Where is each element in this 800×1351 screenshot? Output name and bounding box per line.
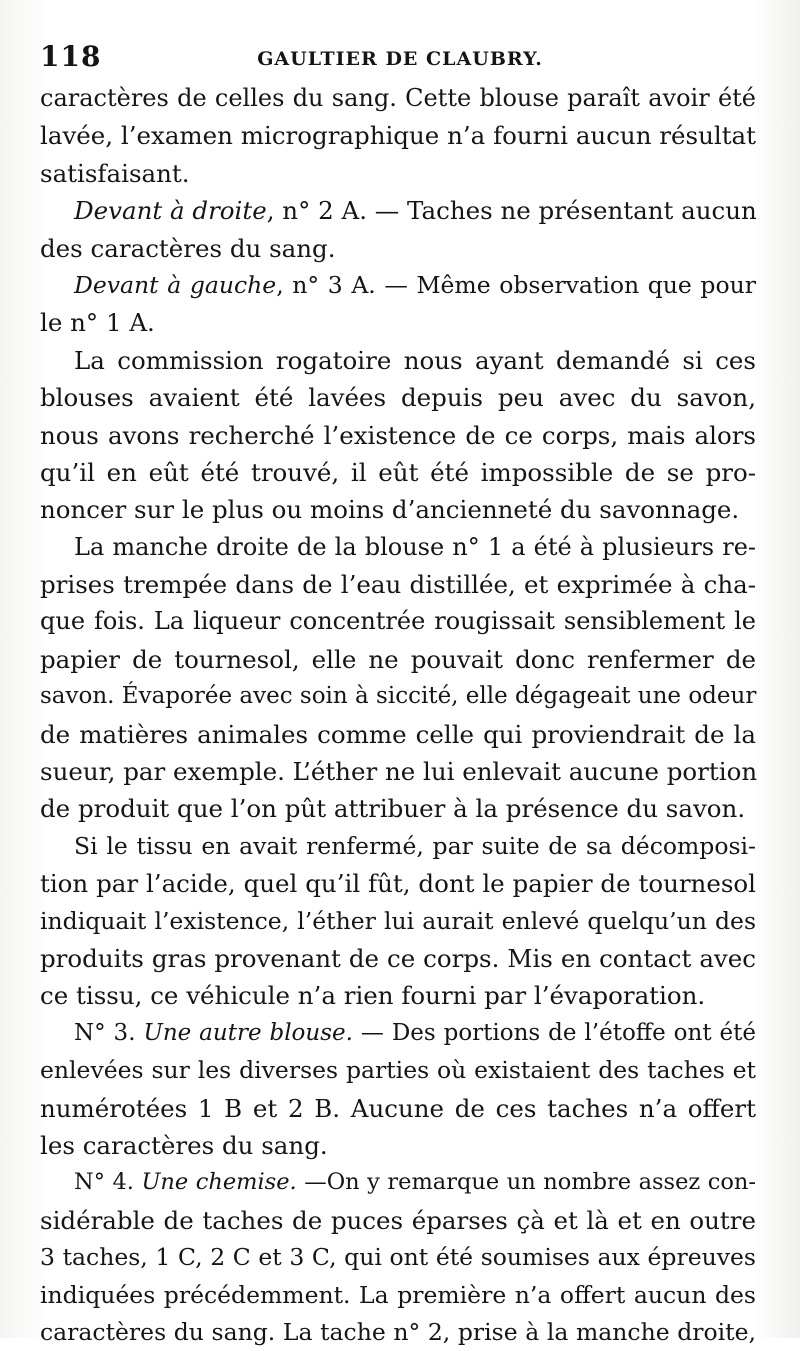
line-text: caractères du sang. La tache n° 2, prise à la manche droite,: [40, 1317, 756, 1346]
item-number: N° 4.: [74, 1169, 142, 1196]
line-text: , n° 3 A. — Même observation que pour: [276, 270, 756, 299]
line-text: que fois. La liqueur concentrée rougissait sensiblement le: [40, 607, 756, 636]
text-line: [40, 641, 756, 678]
line-text: enlevées sur les diverses parties où existaient des taches et: [40, 1056, 756, 1085]
text-line: [40, 117, 756, 154]
text-line: [40, 80, 756, 117]
running-head: GAULTIER DE CLAUBRY.: [257, 48, 543, 70]
line-text: 3 taches, 1 C, 2 C et 3 C, qui ont été soumises aux épreuves: [40, 1243, 756, 1272]
line-text: indiquées précédemment. La première n’a offert aucun des: [40, 1280, 756, 1309]
line-text: —On y remarque un nombre assez con-: [296, 1169, 757, 1196]
text-line: [40, 529, 756, 566]
line-text: le n° 1 A.: [40, 308, 155, 338]
line-text: sueur, par exemple. L’éther ne lui enlevait aucune portion: [40, 757, 758, 787]
line-text: sidérable de taches de puces éparses çà et là et en outre: [40, 1205, 756, 1235]
line-text: La commission rogatoire nous ayant demandé si ces: [74, 345, 756, 375]
text-line: [40, 1164, 756, 1201]
text-line: [40, 678, 756, 715]
text-line: [40, 828, 756, 865]
line-text: satisfaisant.: [40, 158, 190, 188]
text-line: [40, 304, 756, 341]
text-line: [40, 977, 756, 1014]
text-line: [40, 716, 756, 753]
line-text: des caractères du sang.: [40, 233, 336, 263]
line-text: , n° 2 A. — Taches ne présentant aucun: [266, 196, 757, 226]
line-text: Si le tissu en avait renfermé, par suite de sa décomposi-: [74, 831, 756, 860]
text-line: [40, 940, 756, 977]
text-line: [40, 379, 756, 416]
line-text: prises trempée dans de l’eau distillée, et exprimée à cha-: [40, 570, 756, 600]
text-line: [40, 753, 756, 790]
line-text: numérotées 1 B et 2 B. Aucune de ces taches n’a offert: [40, 1093, 756, 1123]
line-text: indiquait l’existence, l’éther lui aurait enlevé quelqu’un des: [40, 906, 756, 935]
text-line: [40, 491, 756, 528]
text-line: [40, 865, 756, 902]
line-text: qu’il en eût été trouvé, il eût été impossible de se pro-: [40, 457, 756, 487]
line-text: savon. Évaporée avec soin à siccité, elle dégageait une odeur: [40, 683, 757, 710]
line-text: de produit que l’on pût attribuer à la présence du savon.: [40, 794, 746, 824]
text-line: [40, 603, 756, 640]
line-text: noncer sur le plus ou moins d’ancienneté du savonnage.: [40, 495, 740, 525]
text-line: [40, 267, 756, 304]
text-line: [40, 1090, 756, 1127]
line-text: produits gras provenant de ce corps. Mis en contact avec: [40, 943, 756, 973]
page-header: [36, 40, 764, 74]
italic-heading: Devant à droite: [74, 196, 267, 226]
text-line: [40, 155, 756, 192]
line-text: ce tissu, ce véhicule n’a rien fourni par l’évaporation.: [40, 981, 706, 1011]
text-line: [40, 230, 756, 267]
text-line: [40, 1239, 756, 1276]
text-line: [40, 903, 756, 940]
line-text: papier de tournesol, elle ne pouvait donc renfermer de: [40, 644, 756, 674]
text-line: [40, 1127, 756, 1164]
line-text: les caractères du sang.: [40, 1130, 328, 1160]
text-line: [40, 342, 756, 379]
item-number: N° 3.: [74, 1019, 144, 1046]
line-text: blouses avaient été lavées depuis peu avec du savon,: [40, 383, 756, 413]
line-text: caractères de celles du sang. Cette blouse paraît avoir été: [40, 84, 756, 112]
text-line: [40, 790, 756, 827]
text-line: [40, 1314, 756, 1351]
body-text: [40, 80, 756, 1351]
italic-heading: Devant à gauche: [74, 270, 277, 299]
line-text: La manche droite de la blouse n° 1 a été à plusieurs re-: [74, 532, 756, 561]
text-line: [40, 454, 756, 491]
text-line: [40, 417, 756, 454]
page-number: 118: [40, 40, 102, 73]
line-text: nous avons recherché l’existence de ce corps, mais alors: [40, 420, 756, 450]
text-line: [40, 1202, 756, 1239]
line-text: — Des portions de l’étoffe ont été: [352, 1019, 756, 1046]
text-line: [40, 1015, 756, 1052]
text-line: [40, 566, 756, 603]
line-text: de matières animales comme celle qui proviendrait de la: [40, 719, 756, 749]
line-text: tion par l’acide, quel qu’il fût, dont le papier de tournesol: [40, 869, 756, 899]
text-line: [40, 1277, 756, 1314]
line-text: lavée, l’examen micrographique n’a fourni aucun résultat: [40, 121, 756, 151]
italic-heading: Une autre blouse.: [143, 1019, 353, 1046]
text-line: [40, 192, 756, 229]
text-line: [40, 1052, 756, 1089]
italic-heading: Une chemise.: [141, 1169, 297, 1196]
